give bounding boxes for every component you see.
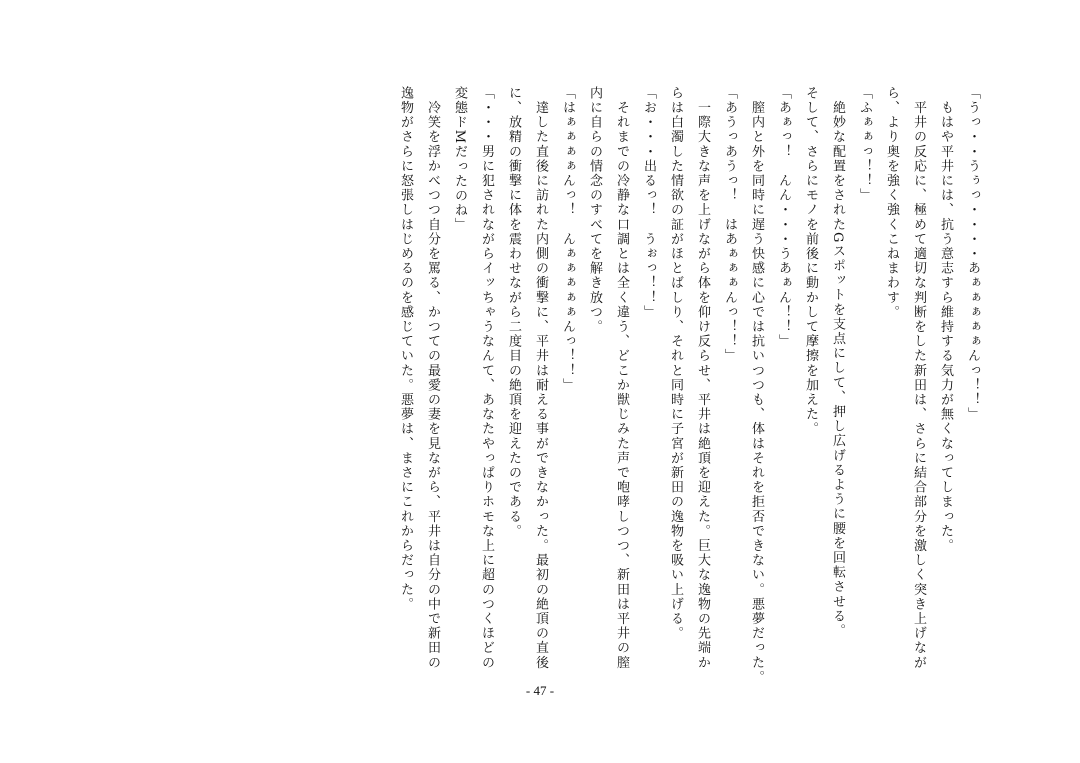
text-line: 達した直後に訪れた内側の衝撃に、平井は耐える事ができなかった。最初の絶頂の直後	[533, 86, 548, 670]
text-line: 一際大きな声を上げながら体を仰け反らせ、平井は絶頂を迎えた。巨大な逸物の先端か	[695, 86, 710, 670]
page-number: - 47 -	[525, 683, 555, 698]
text-line: そして、さらにモノを前後に動かして摩擦を加えた。	[803, 86, 818, 437]
text-line: 「・・・男に犯されながらイッちゃうなんて、あなたやっぱりホモな上に超のつくほどの	[479, 86, 494, 670]
text-line: それまでの冷静な口調とは全く違う、どこか獣じみた声で咆哮しつつ、新田は平井の膣	[614, 86, 629, 670]
text-line: 「うっ・・うぅっ・・・・あぁぁぁぁぁんっ！！」	[965, 86, 980, 422]
text-line: ら、より奥を強く強くこねまわす。	[884, 86, 899, 320]
text-line: 変態ドMだったのね」	[452, 86, 467, 233]
text-line: 逸物がさらに怒張しはじめるのを感じていた。悪夢は、まさにこれからだった。	[398, 86, 413, 612]
text-line: 膣内と外を同時に遅う快感に心では抗いつつも、体はそれを拒否できない。悪夢だった。	[749, 86, 764, 685]
text-line: 「あぁっ！ んん・・・うあぁん！！」	[776, 86, 791, 349]
text-line: もはや平井には、抗う意志すら維持する気力が無くなってしまった。	[938, 86, 953, 554]
text-line: 平井の反応に、極めて適切な判断をした新田は、さらに結合部分を激しく突き上げなが	[911, 86, 926, 670]
text-line: 内に自らの情念のすべてを解き放つ。	[587, 86, 602, 335]
text-line: 「あうっあうっ！ はあぁぁぁんっ！！」	[722, 86, 737, 364]
text-line: 絶妙な配置をされたGスポットを支点にして、押し広げるように腰を回転させる。	[830, 86, 845, 639]
text-line: 冷笑を浮かべつつ自分を罵る、かつての最愛の妻を見ながら、平井は自分の中で新田の	[425, 86, 440, 670]
text-line: 「はぁぁぁぁんっ！ んぁぁぁぁぁんっ！！」	[560, 86, 575, 393]
vertical-text-body	[396, 86, 986, 686]
text-line: 「ふぁぁっ！！」	[857, 86, 872, 203]
text-line: らは白濁した情欲の証がほとばしり、それと同時に子宮が新田の逸物を吸い上げる。	[668, 86, 683, 641]
text-line: に、放精の衝撃に体を震わせながら二度目の絶頂を迎えたのである。	[506, 86, 521, 539]
text-line: 「お・・・出るっ！ うぉっ！！」	[641, 86, 656, 320]
